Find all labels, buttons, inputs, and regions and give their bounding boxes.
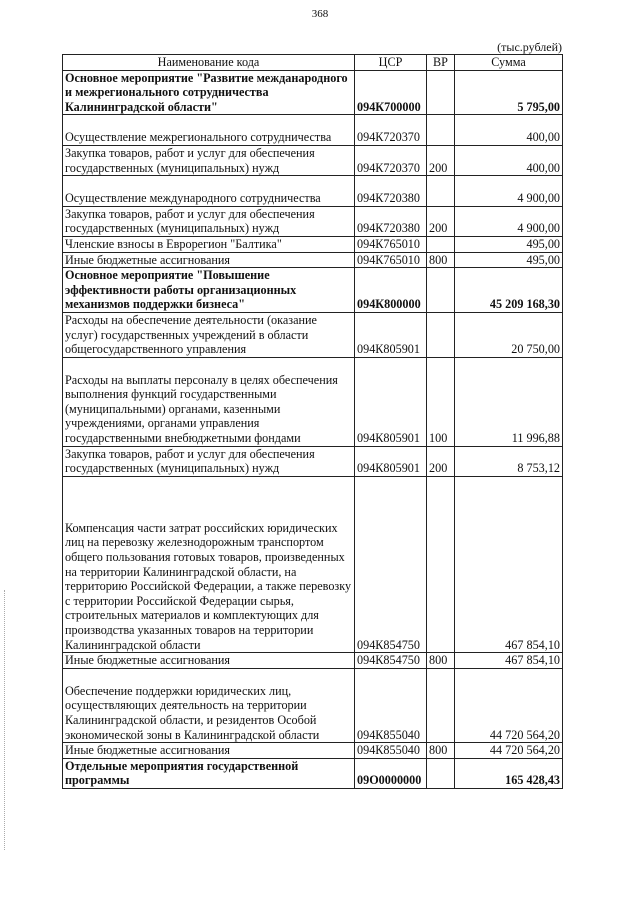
row-sum-cell-text: 467 854,10: [505, 653, 560, 668]
row-name-cell: [63, 70, 355, 115]
table-row: [63, 176, 563, 207]
table-row: [63, 312, 563, 357]
table-row: [63, 668, 563, 742]
row-csr-cell: [355, 206, 427, 236]
row-sum-cell-text: 8 753,12: [517, 461, 560, 476]
units-label: (тыс.рублей): [497, 40, 562, 54]
row-vr-cell-text: 200: [429, 160, 448, 175]
row-sum-cell: [455, 357, 563, 446]
table-body: [63, 70, 563, 788]
row-csr-cell: [355, 743, 427, 759]
row-vr-cell: [427, 206, 455, 236]
row-csr-cell: [355, 758, 427, 788]
row-csr-cell: [355, 70, 427, 115]
row-vr-cell: [427, 357, 455, 446]
row-name-cell: [63, 653, 355, 669]
row-name-cell-text: Основное мероприятие "Повышение эффективности работы организационных механизмов поддержки бизнеса": [65, 268, 297, 312]
header-vr: ВР: [427, 55, 455, 71]
row-vr-cell: [427, 758, 455, 788]
row-sum-cell: [455, 668, 563, 742]
table-row: [63, 758, 563, 788]
row-sum-cell-text: 4 900,00: [517, 221, 560, 236]
row-csr-cell-text: 094К720370: [357, 130, 420, 145]
table-row: [63, 476, 563, 652]
row-csr-cell-text: 094К700000: [357, 99, 421, 114]
row-name-cell-text: Основное мероприятие "Развитие межданародного и межрегионального сотрудничества Калининградской области": [65, 70, 348, 114]
row-csr-cell: [355, 312, 427, 357]
row-name-cell-text: Иные бюджетные ассигнования: [65, 252, 231, 267]
row-sum-cell: [455, 268, 563, 313]
row-vr-cell: [427, 446, 455, 476]
row-vr-cell: [427, 145, 455, 175]
row-sum-cell-text: 400,00: [526, 160, 560, 175]
table-row: [63, 357, 563, 446]
row-csr-cell: [355, 357, 427, 446]
row-name-cell-text: Расходы на обеспечение деятельности (оказание услуг) государственных учреждений в области общегосударственного управления: [65, 312, 317, 357]
table-row: [63, 743, 563, 759]
table-row: [63, 206, 563, 236]
row-sum-cell-text: 400,00: [526, 130, 560, 145]
row-sum-cell-text: 11 996,88: [511, 431, 560, 446]
row-sum-cell: [455, 758, 563, 788]
row-vr-cell: [427, 252, 455, 268]
row-name-cell-text: Иные бюджетные ассигнования: [65, 743, 231, 758]
row-name-cell-text: Обеспечение поддержки юридических лиц, осуществляющих деятельность на территории Калининградской области, и резидентов Особой экономической зоны в Калининградской области: [65, 683, 320, 742]
table-row: [63, 70, 563, 115]
row-sum-cell-text: 44 720 564,20: [489, 727, 560, 742]
row-csr-cell: [355, 653, 427, 669]
row-csr-cell-text: 094К720380: [357, 221, 420, 236]
row-csr-cell-text: 094К805901: [357, 342, 420, 357]
row-vr-cell: [427, 268, 455, 313]
row-csr-cell: [355, 236, 427, 252]
row-csr-cell: [355, 252, 427, 268]
header-name: Наименование кода: [63, 55, 355, 71]
row-name-cell: [63, 176, 355, 207]
row-csr-cell: [355, 668, 427, 742]
row-vr-cell-text: 800: [429, 252, 448, 267]
row-sum-cell: [455, 653, 563, 669]
row-name-cell-text: Закупка товаров, работ и услуг для обеспечения государственных (муниципальных) нужд: [65, 206, 315, 236]
table-row: [63, 446, 563, 476]
row-sum-cell: [455, 236, 563, 252]
row-sum-cell-text: 5 795,00: [517, 99, 560, 114]
row-vr-cell: [427, 176, 455, 207]
row-vr-cell: [427, 236, 455, 252]
row-csr-cell: [355, 115, 427, 146]
row-name-cell: [63, 236, 355, 252]
row-name-cell-text: Компенсация части затрат российских юридических лиц на перевозку железнодорожным транспортом общего пользования готовых товаров, произведенных на территории Калининградской области, на территорию Российской Федерации, а также перевозку с территории Российской Федерации сырья, строительных материалов и комплектующих для производства указанных товаров на территории Калининградской области: [65, 520, 352, 652]
row-name-cell-text: Осуществление межрегионального сотрудничества: [65, 130, 332, 145]
row-name-cell-text: Закупка товаров, работ и услуг для обеспечения государственных (муниципальных) нужд: [65, 446, 315, 476]
row-vr-cell: [427, 743, 455, 759]
row-csr-cell: [355, 268, 427, 313]
row-csr-cell-text: 094К720380: [357, 191, 420, 206]
row-sum-cell: [455, 176, 563, 207]
row-csr-cell-text: 094К800000: [357, 297, 421, 312]
row-csr-cell-text: 094К854750: [357, 637, 420, 652]
table-row: [63, 115, 563, 146]
row-sum-cell: [455, 145, 563, 175]
header-csr: ЦСР: [355, 55, 427, 71]
budget-table: [62, 54, 563, 789]
row-sum-cell-text: 45 209 168,30: [489, 297, 560, 312]
row-name-cell: [63, 743, 355, 759]
row-vr-cell: [427, 668, 455, 742]
row-csr-cell-text: 094К855040: [357, 727, 420, 742]
row-vr-cell-text: 100: [429, 431, 448, 446]
row-name-cell-text: Иные бюджетные ассигнования: [65, 653, 231, 668]
row-sum-cell-text: 44 720 564,20: [489, 743, 560, 758]
row-name-cell-text: Закупка товаров, работ и услуг для обеспечения государственных (муниципальных) нужд: [65, 145, 315, 175]
row-name-cell-text: Расходы на выплаты персоналу в целях обеспечения выполнения функций государственными (муниципальными) органами, казенными учреждениями, органами управления государственными внебюджетными фондами: [65, 372, 338, 446]
row-csr-cell-text: 094К765010: [357, 236, 420, 251]
row-csr-cell-text: 094К720370: [357, 160, 420, 175]
row-sum-cell-text: 4 900,00: [517, 191, 560, 206]
row-name-cell: [63, 446, 355, 476]
row-csr-cell-text: 094К805901: [357, 431, 420, 446]
row-name-cell: [63, 145, 355, 175]
row-sum-cell: [455, 312, 563, 357]
row-vr-cell: [427, 115, 455, 146]
row-name-cell: [63, 312, 355, 357]
row-name-cell-text: Членские взносы в Еврорегион "Балтика": [65, 236, 282, 251]
row-sum-cell: [455, 206, 563, 236]
row-sum-cell-text: 495,00: [526, 236, 560, 251]
row-vr-cell-text: 200: [429, 461, 448, 476]
row-csr-cell-text: 094К805901: [357, 461, 420, 476]
row-name-cell: [63, 357, 355, 446]
row-vr-cell-text: 800: [429, 743, 448, 758]
row-sum-cell: [455, 70, 563, 115]
row-csr-cell-text: 09О0000000: [357, 773, 422, 788]
row-sum-cell: [455, 743, 563, 759]
row-csr-cell: [355, 176, 427, 207]
row-sum-cell: [455, 115, 563, 146]
row-vr-cell: [427, 312, 455, 357]
row-vr-cell-text: 200: [429, 221, 448, 236]
row-csr-cell-text: 094К854750: [357, 653, 420, 668]
row-name-cell-text: Отдельные мероприятия государственной программы: [65, 758, 299, 788]
row-csr-cell-text: 094К765010: [357, 252, 420, 267]
table-row: [63, 236, 563, 252]
row-name-cell: [63, 668, 355, 742]
row-vr-cell: [427, 653, 455, 669]
table-header-row: [63, 55, 563, 71]
header-sum: Сумма: [455, 55, 563, 71]
row-csr-cell: [355, 446, 427, 476]
row-sum-cell: [455, 446, 563, 476]
row-csr-cell-text: 094К855040: [357, 743, 420, 758]
row-csr-cell: [355, 145, 427, 175]
row-name-cell: [63, 476, 355, 652]
row-csr-cell: [355, 476, 427, 652]
row-sum-cell-text: 20 750,00: [511, 342, 560, 357]
row-name-cell: [63, 206, 355, 236]
scan-margin-marks: [4, 590, 11, 850]
table-row: [63, 653, 563, 669]
row-sum-cell-text: 495,00: [526, 252, 560, 267]
table-row: [63, 145, 563, 175]
row-sum-cell-text: 467 854,10: [505, 637, 560, 652]
row-vr-cell: [427, 476, 455, 652]
row-vr-cell-text: 800: [429, 653, 448, 668]
page-number: 368: [311, 8, 329, 20]
table-row: [63, 268, 563, 313]
row-vr-cell: [427, 70, 455, 115]
row-sum-cell: [455, 252, 563, 268]
table-row: [63, 252, 563, 268]
row-sum-cell-text: 165 428,43: [505, 773, 560, 788]
row-name-cell: [63, 252, 355, 268]
row-name-cell: [63, 268, 355, 313]
row-name-cell: [63, 758, 355, 788]
row-sum-cell: [455, 476, 563, 652]
row-name-cell-text: Осуществление международного сотрудничества: [65, 191, 321, 206]
row-name-cell: [63, 115, 355, 146]
